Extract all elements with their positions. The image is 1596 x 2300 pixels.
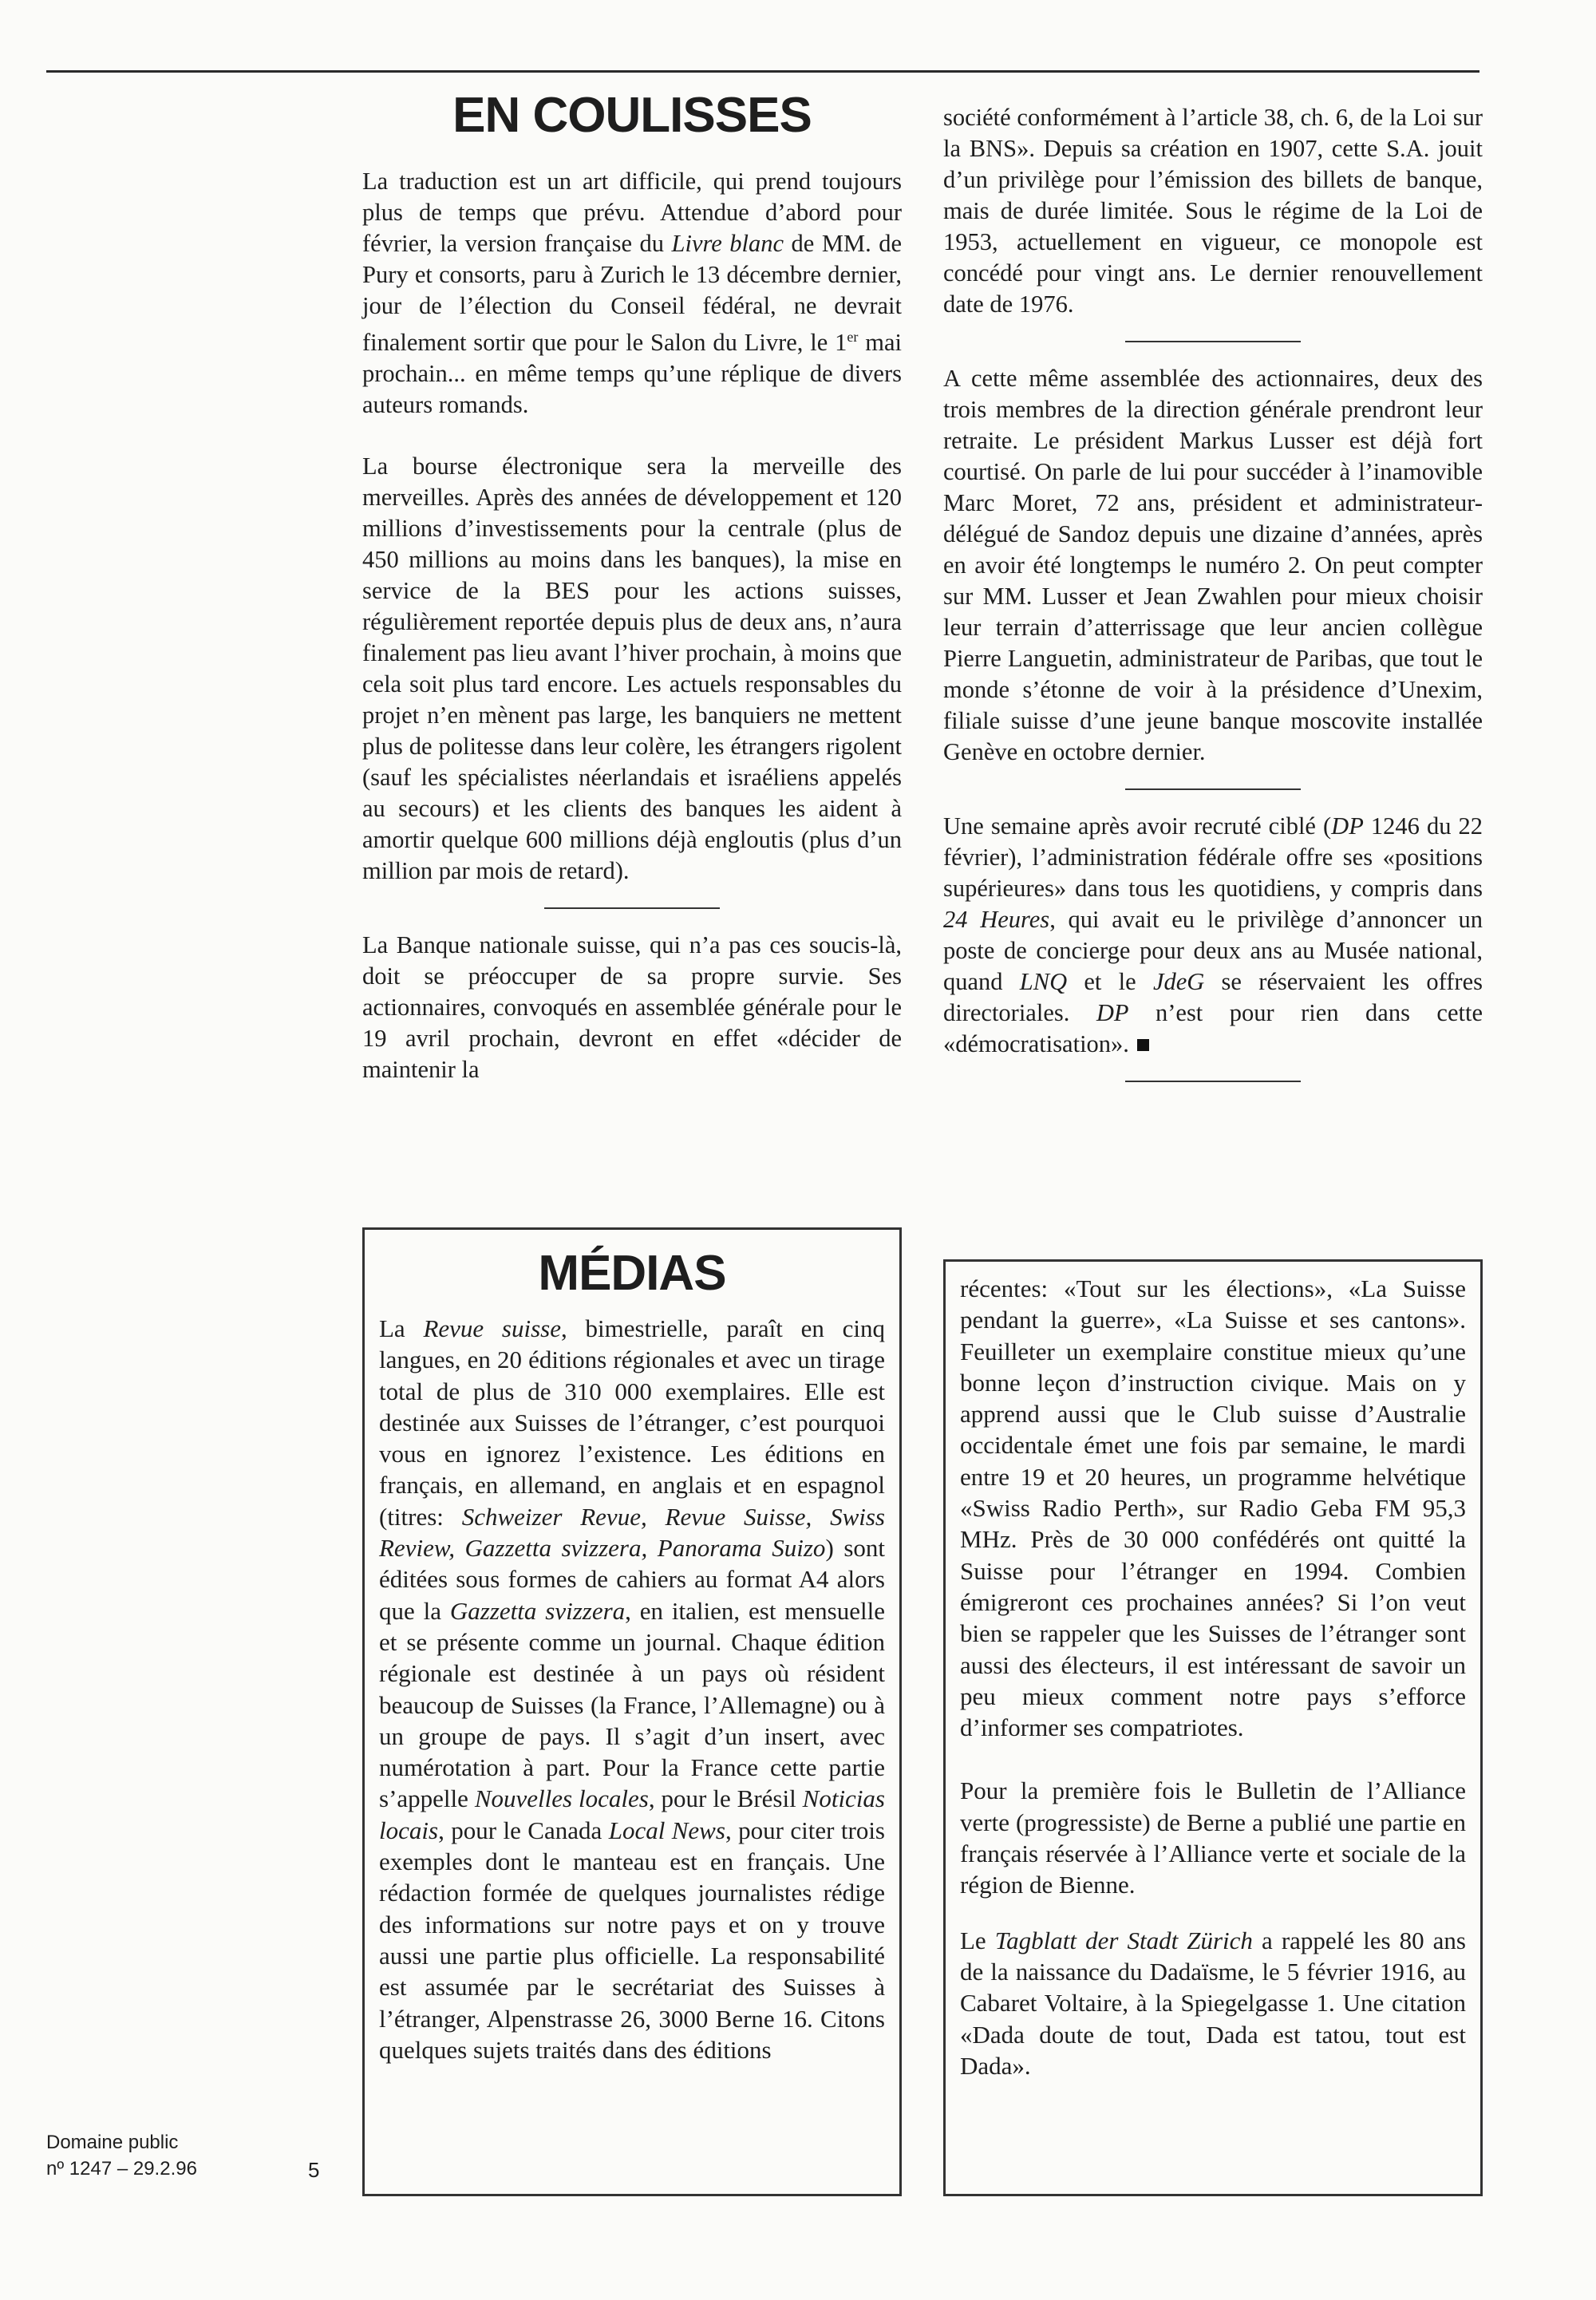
top-rule [46,70,1479,73]
coulisses-paragraph-5: Une semaine après avoir recruté ciblé (DP 1246 du 22 février), l’administration fédérale offre ses «positions supérieures» dans tous les quotidiens, y compris dans 24 Heures, qui avait eu le privilège d’annoncer un poste de concierge pour deux ans au Musée national, quand LNQ et le JdeG se réservaient les offres directoriales. DP n’est pour rien dans cette «démocratisation». [943,812,1483,1057]
divider [1125,788,1301,790]
page-number: 5 [308,2158,320,2182]
divider [544,907,720,909]
medias-paragraph-1: La Revue suisse, bimestrielle, paraît en cinq langues, en 20 éditions régionales et avec un tirage total de plus de 310 000 exemplaires. Elle est destinée aux Suisses de l’étranger, c’est pourquoi vous en ignorez l’existence. Les éditions en français, en allemand, en anglais et en espagnol (titres: Schweizer Revue, Revue Suisse, Swiss Review, Gazzetta svizzera, Panorama Suizo) sont éditées sous formes de cahiers au format A4 alors que la Gazzetta svizzera, en italien, est mensuelle et se présente comme un journal. Chaque édition régionale est destinée à un pays où résident beaucoup de Suisses (la France, l’Allemagne) ou à un groupe de pays. Il s’agit d’un insert, avec numérotation à part. Pour la France cette partie s’appelle Nouvelles locales, pour le Brésil Noticias locais, pour le Canada Local News, pour citer trois exemples dont le manteau est en français. Une rédaction formée de quelques journalistes rédige des informations sur notre pays et on y trouve aussi une partie plus officielle. La responsabilité est assumée par le secrétariat des Suisses à l’étranger, Alpenstrasse 26, 3000 Berne 16. Citons quelques sujets traités dans des éditions [379,1314,886,2064]
coulisses-paragraph-4: A cette même assemblée des actionnaires, deux des trois membres de la direction générale prendront leur retraite. Le président Markus Lusser est déjà fort courtisé. On parle de lui pour succéder à l’inamovible Marc Moret, 72 ans, président et administrateur-délégué de Sandoz depuis une dizaine d’années, après en avoir été longtemps le numéro 2. On peut compter sur MM. Lusser et Jean Zwahlen pour mieux choisir leur terrain d’atterrissage que leur ancien collègue Pierre Languetin, administrateur de Paribas, que tout le monde s’étonne de voir à la présidence d’Unexim, filiale suisse d’une jeune banque moscovite installée Genève en octobre dernier. [943,365,1483,765]
coulisses-paragraph-2: La bourse électronique sera la merveille des merveilles. Après des années de développement et 120 millions d’investissements pour la centrale (plus de 450 millions au moins dans les banques), la mise en service de la BES pour les actions suisses, régulièrement reportée depuis plus de deux ans, n’aura finalement pas lieu avant l’hiver prochain, à moins que cela soit plus tard encore. Les actuels responsables du projet n’en mènent pas large, les banquiers ne mettent plus de politesse dans leur colère, les étrangers rigolent (sauf les spécialistes néerlandais et israéliens appelés au secours) et les clients des banques les aident à amortir quelque 600 millions déjà engloutis (plus d’un million par mois de retard). [362,452,902,885]
medias-paragraph-2: Pour la première fois le Bulletin de l’Alliance verte (progressiste) de Berne a publié une partie en français réservée à l’Alliance verte et sociale de la région de Bienne. [960,1776,1466,1899]
coulisses-column-right [943,102,1483,1103]
medias-box-right [943,1259,1483,2196]
section-title-medias: MÉDIAS [538,1246,726,1301]
issue-number: nº 1247 – 29.2.96 [46,2158,197,2179]
publication-name: Domaine public [46,2132,179,2153]
coulisses-paragraph-3: La Banque nationale suisse, qui n’a pas ces soucis-là, doit se préoccuper de sa propre survie. Ses actionnaires, convoqués en assemblée générale pour le 19 avril prochain, devront en effet «décider de maintenir la [362,931,902,1084]
coulisses-paragraph-3-continued: société conformément à l’article 38, ch. 6, de la Loi sur la BNS». Depuis sa création en 1907, cette S.A. jouit d’un privilège pour l’émission des billets de banque, mais de durée limitée. Sous le régime de la Loi de 1953, actuellement en vigueur, ce monopole est concédé pour vingt ans. Le dernier renouvellement date de 1976. [943,104,1483,318]
medias-box-left [362,1227,902,2196]
footer-publication [46,2129,197,2182]
coulisses-paragraph-1: La traduction est un art difficile, qui prend toujours plus de temps que prévu. Attendue d’abord pour février, la version française du Livre blanc de MM. de Pury et consorts, paru à Zurich le 13 décembre dernier, jour de l’élection du Conseil fédéral, ne devrait finalement sortir que pour le Salon du Livre, le 1er mai prochain... en même temps qu’une réplique de divers auteurs romands. [362,168,902,419]
medias-paragraph-1-continued: récentes: «Tout sur les élections», «La Suisse pendant la guerre», «La Suisse et ses cantons». Feuilleter un exemplaire constitue mieux qu’une bonne leçon d’instruction civique. Mais on y apprend aussi que le Club suisse d’Australie occidentale émet une fois par semaine, le mardi entre 19 et 20 heures, un programme helvétique «Swiss Radio Perth», sur Radio Geba FM 95,3 MHz. Près de 30 000 confédérés ont quitté la Suisse pour l’étranger en 1994. Combien émigreront ces prochaines années? Si l’on veut bien se rappeler que les Suisses de l’étranger sont aussi des électeurs, il est intéressant de savoir un peu mieux comment notre pays s’efforce d’informer ses compatriotes. [960,1274,1466,1742]
end-of-article-square-icon [1137,1039,1149,1051]
coulisses-column-left [362,88,902,1085]
medias-paragraph-3: Le Tagblatt der Stadt Zürich a rappelé les 80 ans de la naissance du Dadaïsme, le 5 février 1916, au Cabaret Voltaire, à la Spiegelgasse 1. Une citation «Dada doute de tout, Dada est tatou, tout est Dada». [960,1926,1466,2080]
section-title-coulisses: EN COULISSES [452,88,812,143]
divider [1125,1081,1301,1082]
divider [1125,341,1301,342]
